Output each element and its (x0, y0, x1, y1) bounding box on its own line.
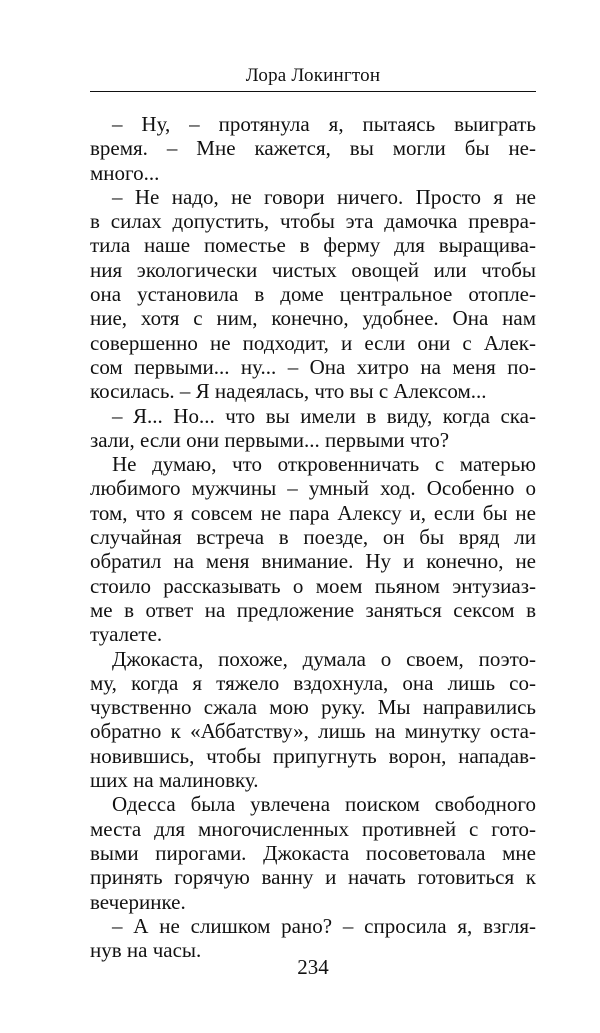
text-line: Одесса была увлечена поиском свободного (112, 792, 536, 817)
text-line: зали, если они первыми... первыми что? (90, 427, 450, 452)
text-line: места для многочисленных противней с гото- (90, 816, 536, 841)
text-line: Не думаю, что откровенничать с матерью (112, 452, 536, 477)
text-line: ние, хотя с ним, конечно, удобнее. Она нам (90, 306, 536, 331)
text-line: туалете. (90, 622, 163, 647)
text-line: ния экологически чистых овощей или чтобы (90, 257, 536, 282)
text-line: тила наше поместье в ферму для выращива- (90, 233, 536, 258)
text-line: вечеринке. (90, 889, 186, 914)
paragraph (90, 452, 536, 646)
text-line: – Не надо, не говори ничего. Просто я не (112, 184, 536, 209)
text-line: случайная встреча в поезде, он бы вряд ли (90, 525, 536, 550)
text-line: чувственно сжала мою руку. Мы направились (90, 695, 536, 720)
text-line: стоило рассказывать о моем пьяном энтузиаз- (90, 573, 536, 598)
text-line: любимого мужчины – умный ход. Особенно о (90, 476, 536, 501)
text-line: нув на часы. (90, 938, 202, 963)
text-line: время. – Мне кажется, вы могли бы не- (90, 136, 536, 161)
text-line: ме в ответ на предложение заняться сексом в (90, 597, 536, 622)
text-line: Джокаста, похоже, думала о своем, поэто- (112, 646, 536, 671)
text-line: му, когда я тяжело вздохнула, она лишь со- (90, 670, 536, 695)
text-line: выми пирогами. Джокаста посоветовала мне (90, 840, 536, 865)
text-line: она установила в доме центральное отопле- (90, 282, 536, 307)
text-line: косилась. – Я надеялась, что вы с Алексом... (90, 379, 487, 404)
text-line: сом первыми... ну... – Она хитро на меня по- (90, 354, 536, 379)
text-line: в силах допустить, чтобы эта дамочка превра- (90, 209, 536, 234)
body-text (90, 112, 536, 962)
paragraph (90, 404, 536, 453)
paragraph (90, 185, 536, 404)
header-rule (90, 91, 536, 92)
text-line: – А не слишком рано? – спросила я, взгля- (112, 913, 536, 938)
paragraph (90, 647, 536, 793)
text-line: принять горячую ванну и начать готовиться к (90, 865, 536, 890)
text-line: много... (90, 160, 160, 185)
text-line: совершенно не подходит, и если они с Алек- (90, 330, 536, 355)
text-line: ших на малиновку. (90, 768, 259, 793)
running-title: Лора Локингтон (245, 65, 381, 86)
text-line: обратно к «Аббатству», лишь на минутку оста- (90, 719, 536, 744)
page-number: 234 (297, 955, 329, 979)
paragraph (90, 792, 536, 913)
text-line: новившись, чтобы припугнуть ворон, нападав- (90, 743, 536, 768)
text-line: – Ну, – протянула я, пытаясь выиграть (112, 112, 536, 136)
text-line: обратил на меня внимание. Ну и конечно, не (90, 549, 536, 574)
paragraph (90, 112, 536, 185)
text-line: – Я... Но... что вы имели в виду, когда ска- (112, 403, 536, 428)
text-line: том, что я совсем не пара Алексу и, если бы не (90, 500, 536, 525)
